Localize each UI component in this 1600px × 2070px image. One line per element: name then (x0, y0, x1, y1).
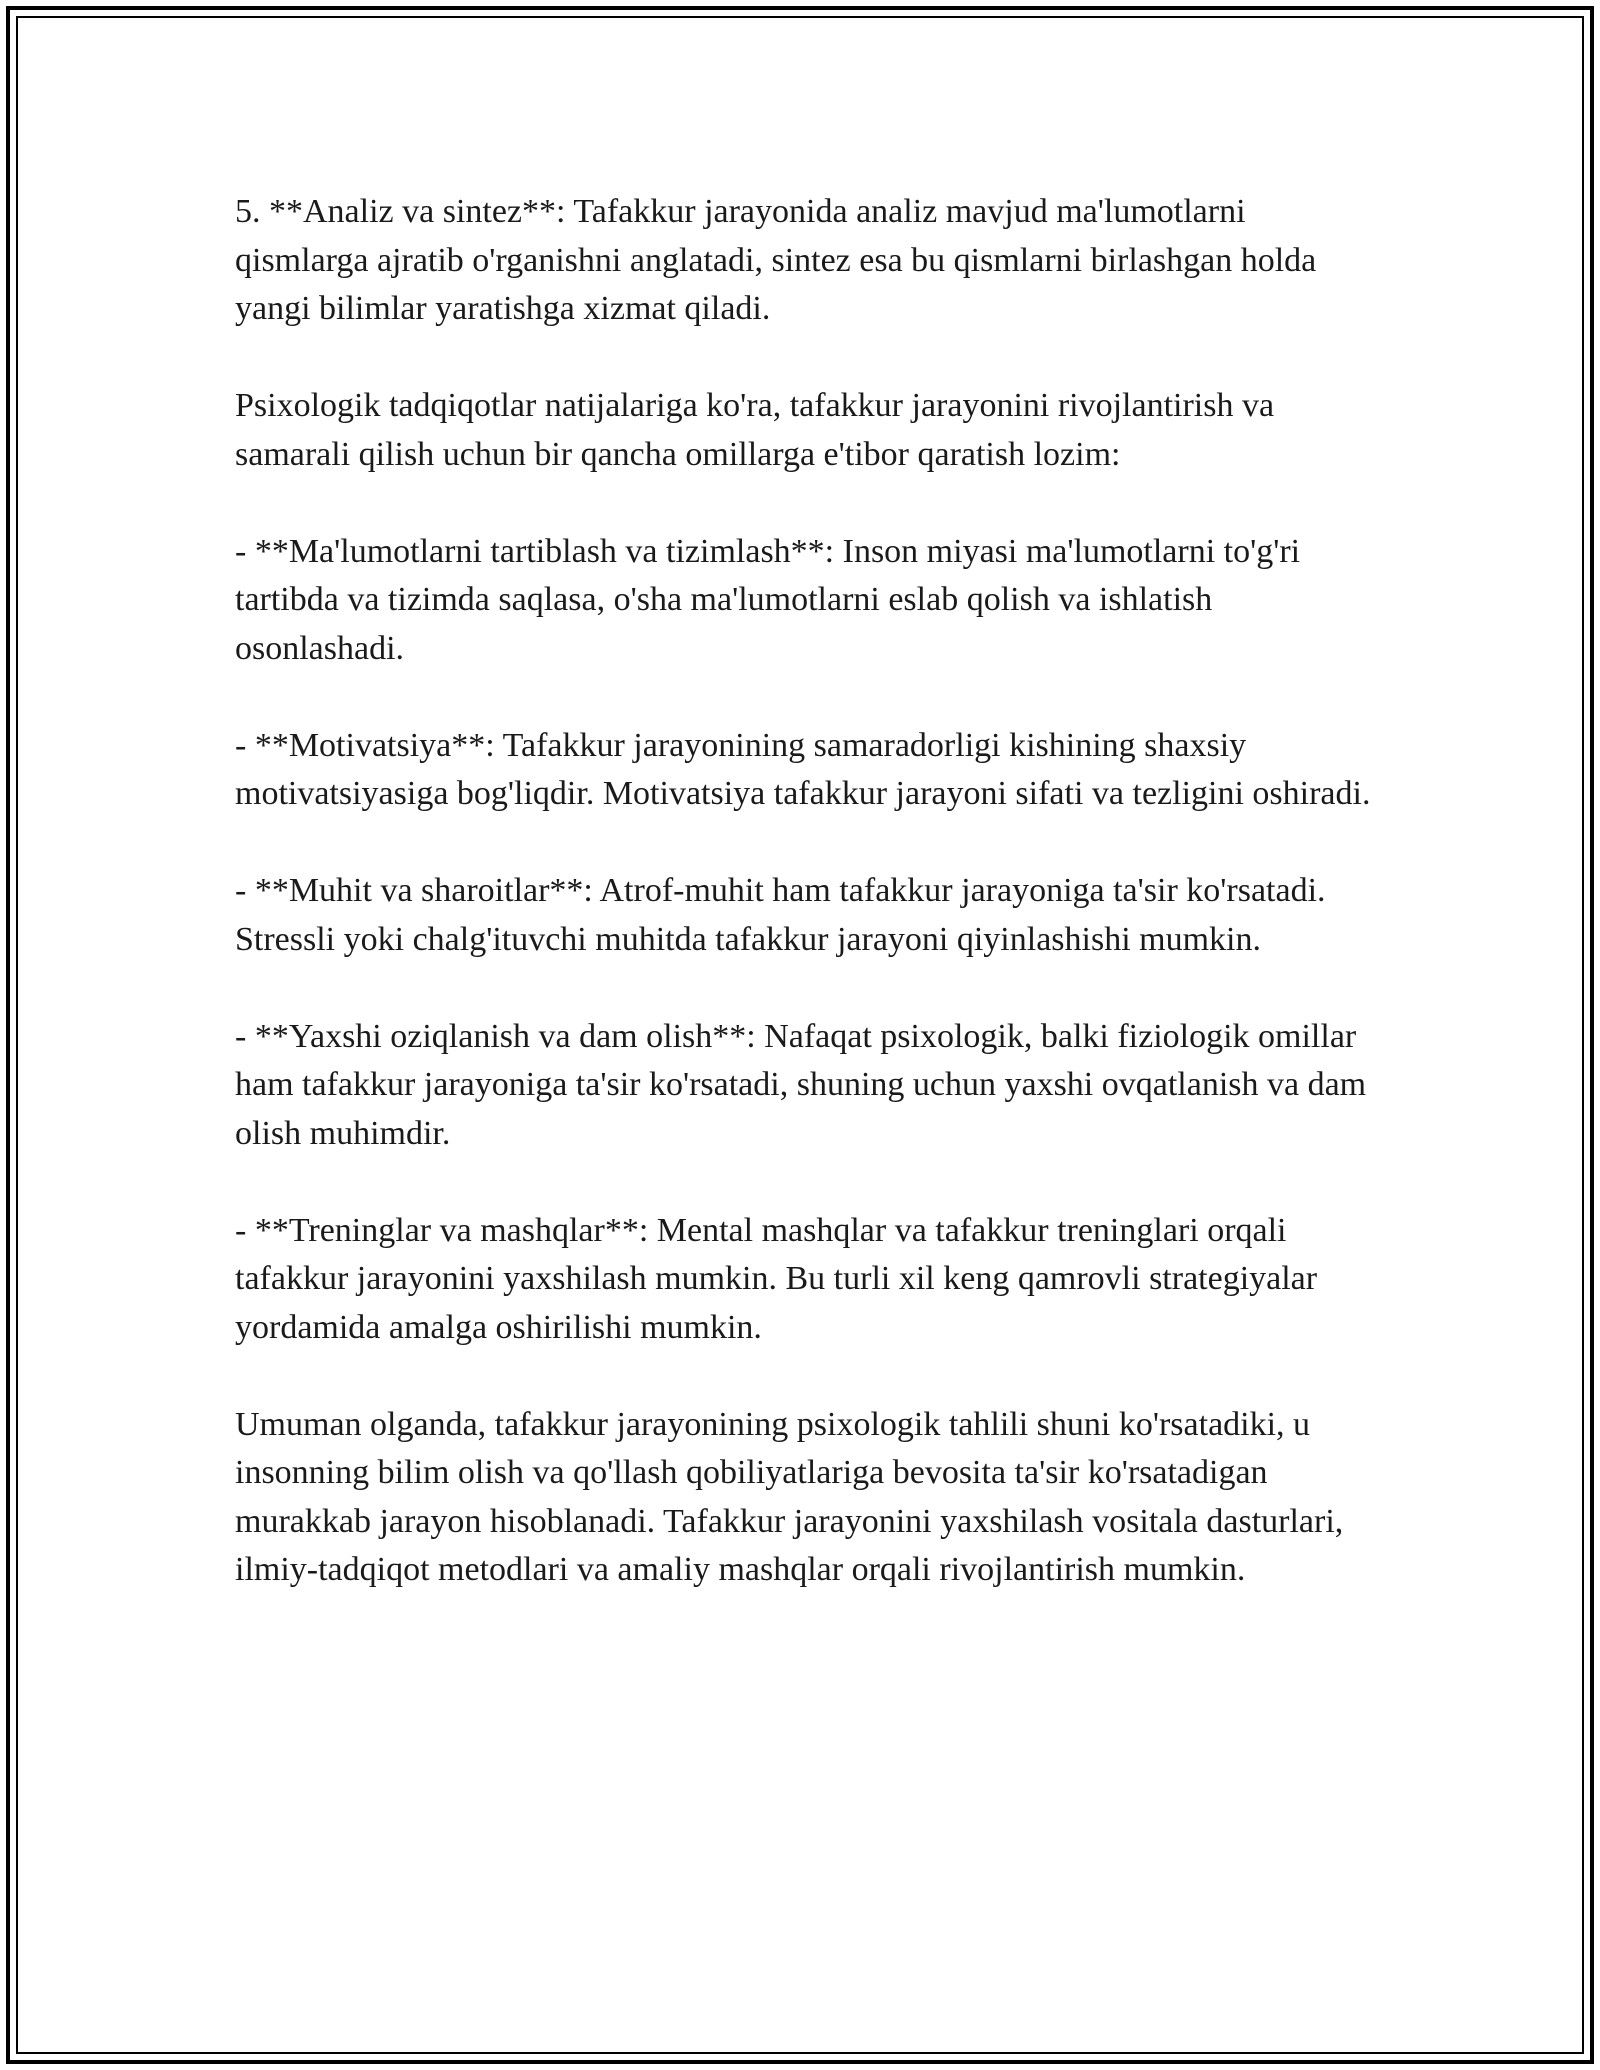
list-item-motivatsiya: - **Motivatsiya**: Tafakkur jarayonining samaradorligi kishining shaxsiy motivatsiyasiga bog'liqdir. Motivatsiya tafakkur jarayoni sifati va tezligini oshiradi. (235, 726, 1371, 812)
list-item-oziqlanish: - **Yaxshi oziqlanish va dam olish**: Nafaqat psixologik, balki fiziologik omillar ham tafakkur jarayoniga ta'sir ko'rsatadi, shuning uchun yaxshi ovqatlanish va dam olish muhimdir. (235, 1017, 1367, 1152)
paragraph-analiz-sintez: 5. **Analiz va sintez**: Tafakkur jarayonida analiz mavjud ma'lumotlarni qismlarga ajratib o'rganishni anglatadi, sintez esa bu qismlarni birlashgan holda yangi bilimlar yaratishga xizmat qiladi. (235, 193, 1317, 327)
list-item-tartiblash: - **Ma'lumotlarni tartiblash va tizimlash**: Inson miyasi ma'lumotlarni to'g'ri tartibda va tizimda saqlasa, o'sha ma'lumotlarni eslab qolish va ishlatish osonlashadi. (235, 532, 1301, 667)
paragraph-intro-factors: Psixologik tadqiqotlar natijalariga ko'ra, tafakkur jarayonini rivojlantirish va samarali qilish uchun bir qancha omillarga e'tibor qaratish lozim: (235, 387, 1275, 473)
list-item-muhit: - **Muhit va sharoitlar**: Atrof-muhit ham tafakkur jarayoniga ta'sir ko'rsatadi. Stressli yoki chalg'ituvchi muhitda tafakkur jarayoni qiyinlashishi mumkin. (235, 872, 1326, 958)
document-body (235, 188, 1385, 1595)
list-item-treninglar: - **Treninglar va mashqlar**: Mental mashqlar va tafakkur treninglari orqali tafakkur jarayonini yaxshilash mumkin. Bu turli xil keng qamrovli strategiyalar yordamida amalga oshirilishi mumkin. (235, 1211, 1318, 1346)
paragraph-conclusion: Umuman olganda, tafakkur jarayonining psixologik tahlili shuni ko'rsatadiki, u insonning bilim olish va qo'llash qobiliyatlariga bevosita ta'sir ko'rsatadigan murakkab jarayon hisoblanadi. Tafakkur jarayonini yaxshilash vositala dasturlari, ilmiy-tadqiqot metodlari va amaliy mashqlar orqali rivojlantirish mumkin. (235, 1405, 1344, 1588)
